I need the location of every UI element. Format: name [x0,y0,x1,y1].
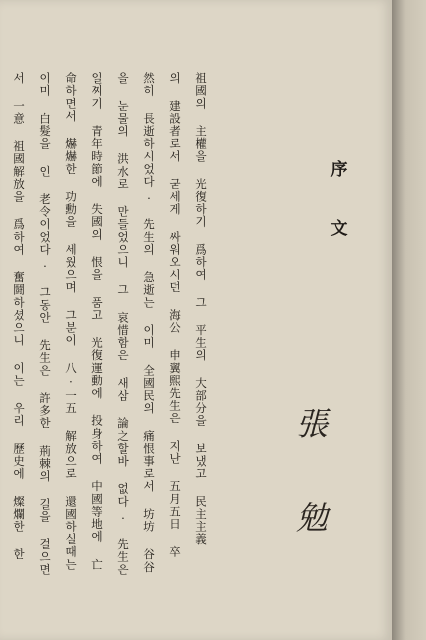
heading-char-1: 序 [330,160,348,180]
text-column [0,72,6,592]
text-column: 이미 白髮을 인 老令이었다. 그동안 先生은 許多한 荊棘의 길을 걸으면 [38,72,52,576]
text-column: 일찌기 青年時節에 失國의 恨을 품고 光復運動에 投身하여 中國等地에 亡 [90,72,104,571]
text-column: 然히 長逝하시었다. 先生의 急逝는 이미 全國民의 痛恨事로서 坊坊 谷谷 [142,72,156,574]
author-char-1: 張 [295,405,328,443]
text-column: 祖國의 主權을 光復하기 爲하여 그 平生의 大部分을 보냈고 民主主義 [194,72,208,546]
preface-heading [326,162,352,238]
text-column: 命하면서 爀爀한 功勳을 세웠으며 그분이 八·一五 解放으로 還國하실때는 [64,72,78,571]
author-char-2: 勉 [295,499,328,537]
text-column: 서 一意 祖國解放을 爲하여 奮鬪하셨으니 이는 우리 歷史에 燦爛한 한 [12,72,26,561]
heading-char-2: 文 [330,219,348,239]
text-column: 의 建設者로서 굳세게 싸워오시던 海公 申翼熙先生은 지난 五月五日 卒 [168,72,182,559]
text-column: 을 눈물의 洪水로 만들었으니 그 哀惜함은 새삼 論之할바 없다. 先生은 [116,72,130,576]
preface-body [0,72,214,592]
adjacent-page-edge [392,0,426,640]
author-signature [288,405,336,537]
